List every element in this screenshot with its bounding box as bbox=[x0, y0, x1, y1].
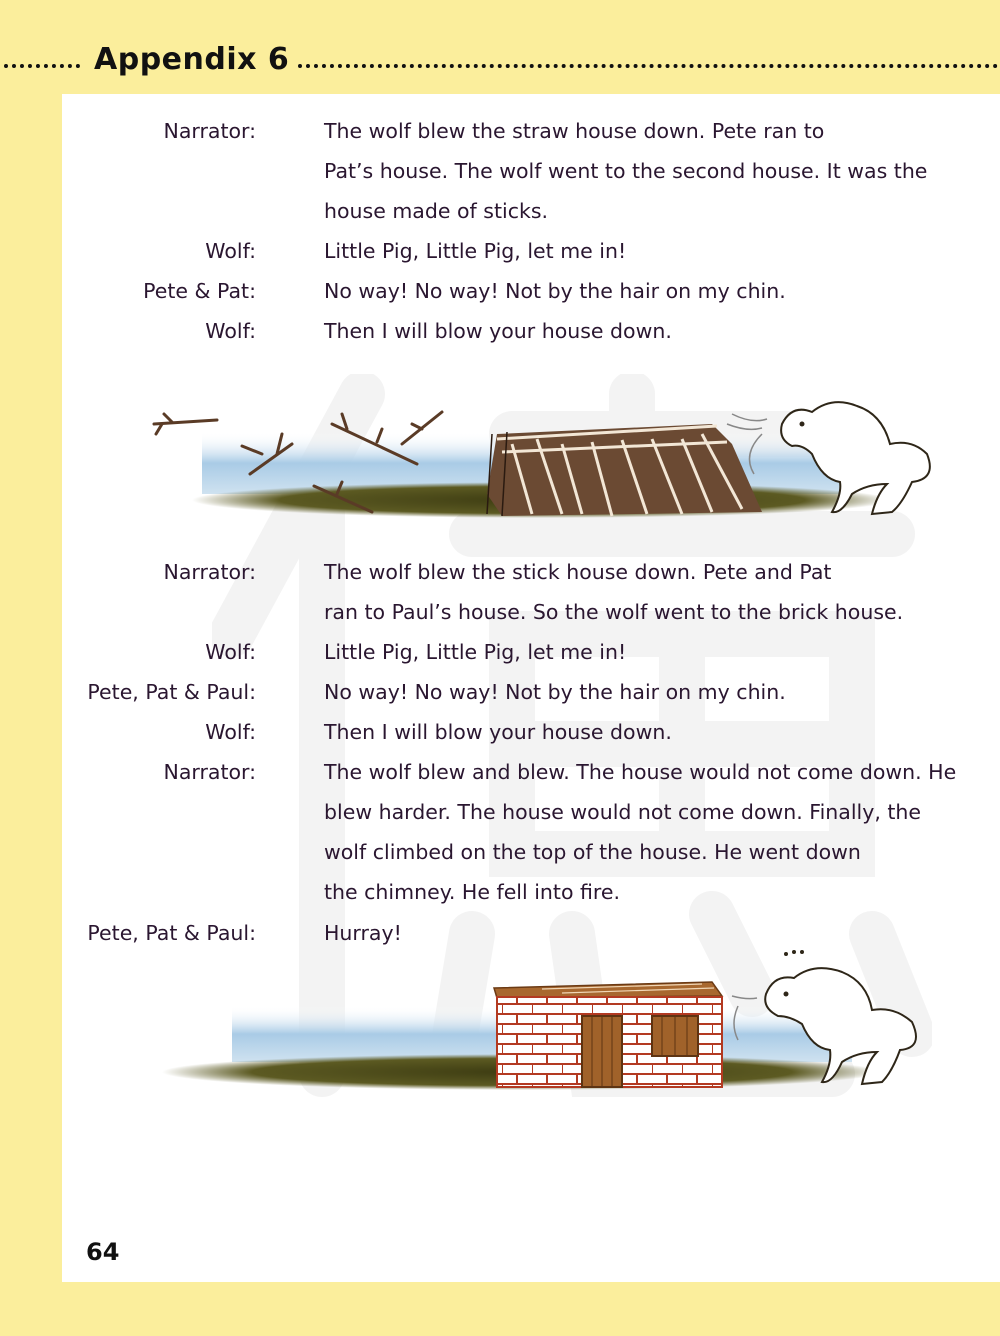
speech-text: No way! No way! Not by the hair on my chin. bbox=[324, 279, 786, 303]
brick-house-illustration bbox=[142, 944, 942, 1104]
speaker-label: Pete, Pat & Paul: bbox=[87, 680, 256, 704]
script-line bbox=[62, 595, 1000, 629]
dotted-rule-right bbox=[298, 64, 998, 68]
speaker-label: Wolf: bbox=[205, 640, 256, 664]
speech-text: wolf climbed on the top of the house. He went down bbox=[324, 840, 861, 864]
speaker-label: Narrator: bbox=[163, 560, 256, 584]
speaker-label: Wolf: bbox=[205, 720, 256, 744]
speech-text: Little Pig, Little Pig, let me in! bbox=[324, 239, 627, 263]
brick-house bbox=[494, 982, 722, 1087]
script-line bbox=[62, 635, 1000, 669]
script-line bbox=[62, 274, 1000, 308]
page-number: 64 bbox=[86, 1238, 120, 1266]
speech-text: Then I will blow your house down. bbox=[324, 319, 672, 343]
script-line bbox=[62, 755, 1000, 789]
script-line bbox=[62, 715, 1000, 749]
script-line bbox=[62, 835, 1000, 869]
script-line bbox=[62, 555, 1000, 589]
speaker-label: Wolf: bbox=[205, 319, 256, 343]
speaker-label: Wolf: bbox=[205, 239, 256, 263]
speech-text: ran to Paul’s house. So the wolf went to the brick house. bbox=[324, 600, 904, 624]
speaker-label: Narrator: bbox=[163, 760, 256, 784]
speech-text: house made of sticks. bbox=[324, 199, 549, 223]
script-line bbox=[62, 194, 1000, 228]
speech-text: the chimney. He fell into fire. bbox=[324, 880, 621, 904]
speech-text: blew harder. The house would not come down. Finally, the bbox=[324, 800, 922, 824]
script-line bbox=[62, 234, 1000, 268]
speech-text: Then I will blow your house down. bbox=[324, 720, 672, 744]
script-line bbox=[62, 875, 1000, 909]
script-line bbox=[62, 154, 1000, 188]
script-line bbox=[62, 675, 1000, 709]
script-line bbox=[62, 314, 1000, 348]
speech-text: Hurray! bbox=[324, 921, 402, 945]
speaker-label: Pete & Pat: bbox=[143, 279, 256, 303]
script-line bbox=[62, 114, 1000, 148]
stick-house-illustration bbox=[142, 384, 942, 534]
speaker-label: Narrator: bbox=[163, 119, 256, 143]
collapsing-stick-house bbox=[487, 424, 762, 516]
script-line bbox=[62, 795, 1000, 829]
sweat-drops bbox=[784, 950, 804, 956]
page-header bbox=[0, 38, 1000, 88]
speech-text: Pat’s house. The wolf went to the second house. It was the bbox=[324, 159, 928, 183]
appendix-title: Appendix 6 bbox=[94, 42, 290, 77]
speech-text: The wolf blew the straw house down. Pete ran to bbox=[324, 119, 825, 143]
page-paper bbox=[62, 94, 1000, 1282]
speaker-label: Pete, Pat & Paul: bbox=[87, 921, 256, 945]
dotted-rule-left bbox=[4, 64, 80, 68]
speech-text: The wolf blew and blew. The house would not come down. He bbox=[324, 760, 957, 784]
speech-text: No way! No way! Not by the hair on my chin. bbox=[324, 680, 786, 704]
speech-text: Little Pig, Little Pig, let me in! bbox=[324, 640, 627, 664]
speech-text: The wolf blew the stick house down. Pete and Pat bbox=[324, 560, 832, 584]
